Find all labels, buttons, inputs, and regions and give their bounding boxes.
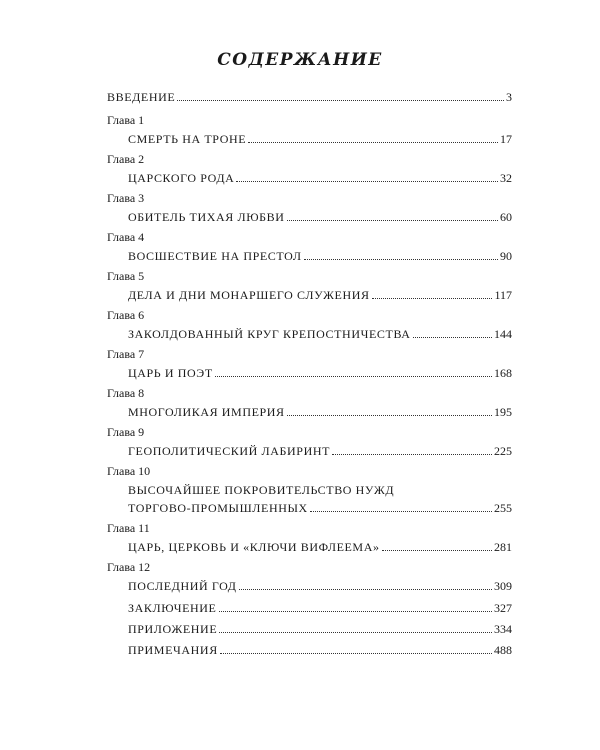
chapter-title: ЦАРЬ И ПОЭТ bbox=[128, 366, 213, 380]
dot-leader bbox=[413, 337, 492, 338]
chapter-page: 17 bbox=[500, 132, 512, 146]
chapter-page: 32 bbox=[500, 171, 512, 185]
chapter-title: ДЕЛА И ДНИ МОНАРШЕГО СЛУЖЕНИЯ bbox=[128, 288, 370, 302]
toc-entry-title: ПРИЛОЖЕНИЕ bbox=[128, 622, 218, 636]
chapter-page: 309 bbox=[494, 579, 512, 593]
toc-entry-page: 3 bbox=[506, 90, 512, 104]
toc-chapter-12 bbox=[107, 558, 512, 595]
chapter-line bbox=[107, 130, 512, 148]
chapter-title: ОБИТЕЛЬ ТИХАЯ ЛЮБВИ bbox=[128, 210, 285, 224]
chapter-line bbox=[107, 403, 512, 421]
toc-chapter-11 bbox=[107, 519, 512, 556]
chapter-title: ТОРГОВО-ПРОМЫШЛЕННЫХ bbox=[128, 501, 308, 515]
chapter-line bbox=[107, 247, 512, 265]
dot-leader bbox=[287, 415, 492, 416]
chapter-page: 117 bbox=[494, 288, 512, 302]
chapter-label: Глава 9 bbox=[107, 425, 145, 439]
chapter-label: Глава 6 bbox=[107, 308, 145, 322]
chapter-page: 281 bbox=[494, 540, 512, 554]
chapter-label: Глава 4 bbox=[107, 230, 145, 244]
toc-entry-conclusion bbox=[107, 599, 512, 617]
toc-chapter-8 bbox=[107, 384, 512, 421]
dot-leader bbox=[177, 100, 504, 101]
chapter-title: СМЕРТЬ НА ТРОНЕ bbox=[128, 132, 247, 146]
dot-leader bbox=[239, 589, 492, 590]
dot-leader bbox=[248, 142, 498, 143]
chapter-label: Глава 5 bbox=[107, 269, 145, 283]
chapter-title: ЦАРЬ, ЦЕРКОВЬ И «КЛЮЧИ ВИФЛЕЕМА» bbox=[128, 540, 380, 554]
chapter-label: Глава 10 bbox=[107, 464, 151, 478]
toc-entry-appendix bbox=[107, 620, 512, 638]
toc-entry-title: ВВЕДЕНИЕ bbox=[107, 90, 176, 104]
dot-leader bbox=[220, 653, 492, 654]
chapter-line bbox=[107, 442, 512, 460]
chapter-line bbox=[107, 208, 512, 226]
chapter-page: 90 bbox=[500, 249, 512, 263]
dot-leader bbox=[310, 511, 492, 512]
chapter-line bbox=[107, 169, 512, 187]
dot-leader bbox=[372, 298, 493, 299]
toc-chapter-3 bbox=[107, 189, 512, 226]
chapter-line bbox=[107, 325, 512, 343]
chapter-label: Глава 1 bbox=[107, 113, 145, 127]
toc-entry-page: 488 bbox=[494, 643, 512, 657]
chapter-line bbox=[107, 538, 512, 556]
chapter-label: Глава 11 bbox=[107, 521, 150, 535]
chapter-line bbox=[107, 577, 512, 595]
toc-entry-intro bbox=[107, 88, 512, 106]
dot-leader bbox=[215, 376, 492, 377]
chapter-title: МНОГОЛИКАЯ ИМПЕРИЯ bbox=[128, 405, 285, 419]
toc-chapter-6 bbox=[107, 306, 512, 343]
toc-chapter-2 bbox=[107, 150, 512, 187]
chapter-title-line-1: ВЫСОЧАЙШЕЕ ПОКРОВИТЕЛЬСТВО НУЖД bbox=[128, 483, 395, 497]
chapter-page: 195 bbox=[494, 405, 512, 419]
chapter-label: Глава 8 bbox=[107, 386, 145, 400]
chapter-title: ЦАРСКОГО РОДА bbox=[128, 171, 235, 185]
chapter-page: 168 bbox=[494, 366, 512, 380]
toc-chapter-9 bbox=[107, 423, 512, 460]
chapter-page: 144 bbox=[494, 327, 512, 341]
toc-entry-title: ЗАКЛЮЧЕНИЕ bbox=[128, 601, 217, 615]
chapter-label: Глава 2 bbox=[107, 152, 145, 166]
dot-leader bbox=[287, 220, 498, 221]
chapter-label: Глава 3 bbox=[107, 191, 145, 205]
chapter-line bbox=[107, 499, 512, 517]
chapter-title: ГЕОПОЛИТИЧЕСКИЙ ЛАБИРИНТ bbox=[128, 444, 331, 458]
toc-chapter-4 bbox=[107, 228, 512, 265]
toc-entry-notes bbox=[107, 641, 512, 659]
chapter-page: 225 bbox=[494, 444, 512, 458]
dot-leader bbox=[332, 454, 492, 455]
dot-leader bbox=[382, 550, 492, 551]
dot-leader bbox=[219, 611, 493, 612]
chapter-label: Глава 7 bbox=[107, 347, 145, 361]
chapter-line bbox=[107, 364, 512, 382]
toc-chapter-5 bbox=[107, 267, 512, 304]
dot-leader bbox=[219, 632, 492, 633]
dot-leader bbox=[304, 259, 498, 260]
chapter-label: Глава 12 bbox=[107, 560, 151, 574]
dot-leader bbox=[236, 181, 498, 182]
toc-chapter-7 bbox=[107, 345, 512, 382]
chapter-title: ВОСШЕСТВИЕ НА ПРЕСТОЛ bbox=[128, 249, 302, 263]
toc-entry-title: ПРИМЕЧАНИЯ bbox=[128, 643, 218, 657]
chapter-title: ЗАКОЛДОВАННЫЙ КРУГ КРЕПОСТНИЧЕСТВА bbox=[128, 327, 411, 341]
toc-chapter-10 bbox=[107, 462, 512, 517]
page-title: СОДЕРЖАНИЕ bbox=[217, 50, 383, 70]
chapter-page: 255 bbox=[494, 501, 512, 515]
chapter-line bbox=[107, 286, 512, 304]
chapter-page: 60 bbox=[500, 210, 512, 224]
toc-entry-page: 327 bbox=[494, 601, 512, 615]
toc-entry-page: 334 bbox=[494, 622, 512, 636]
toc-chapter-1 bbox=[107, 111, 512, 148]
chapter-title: ПОСЛЕДНИЙ ГОД bbox=[128, 579, 237, 593]
table-of-contents bbox=[107, 88, 512, 659]
